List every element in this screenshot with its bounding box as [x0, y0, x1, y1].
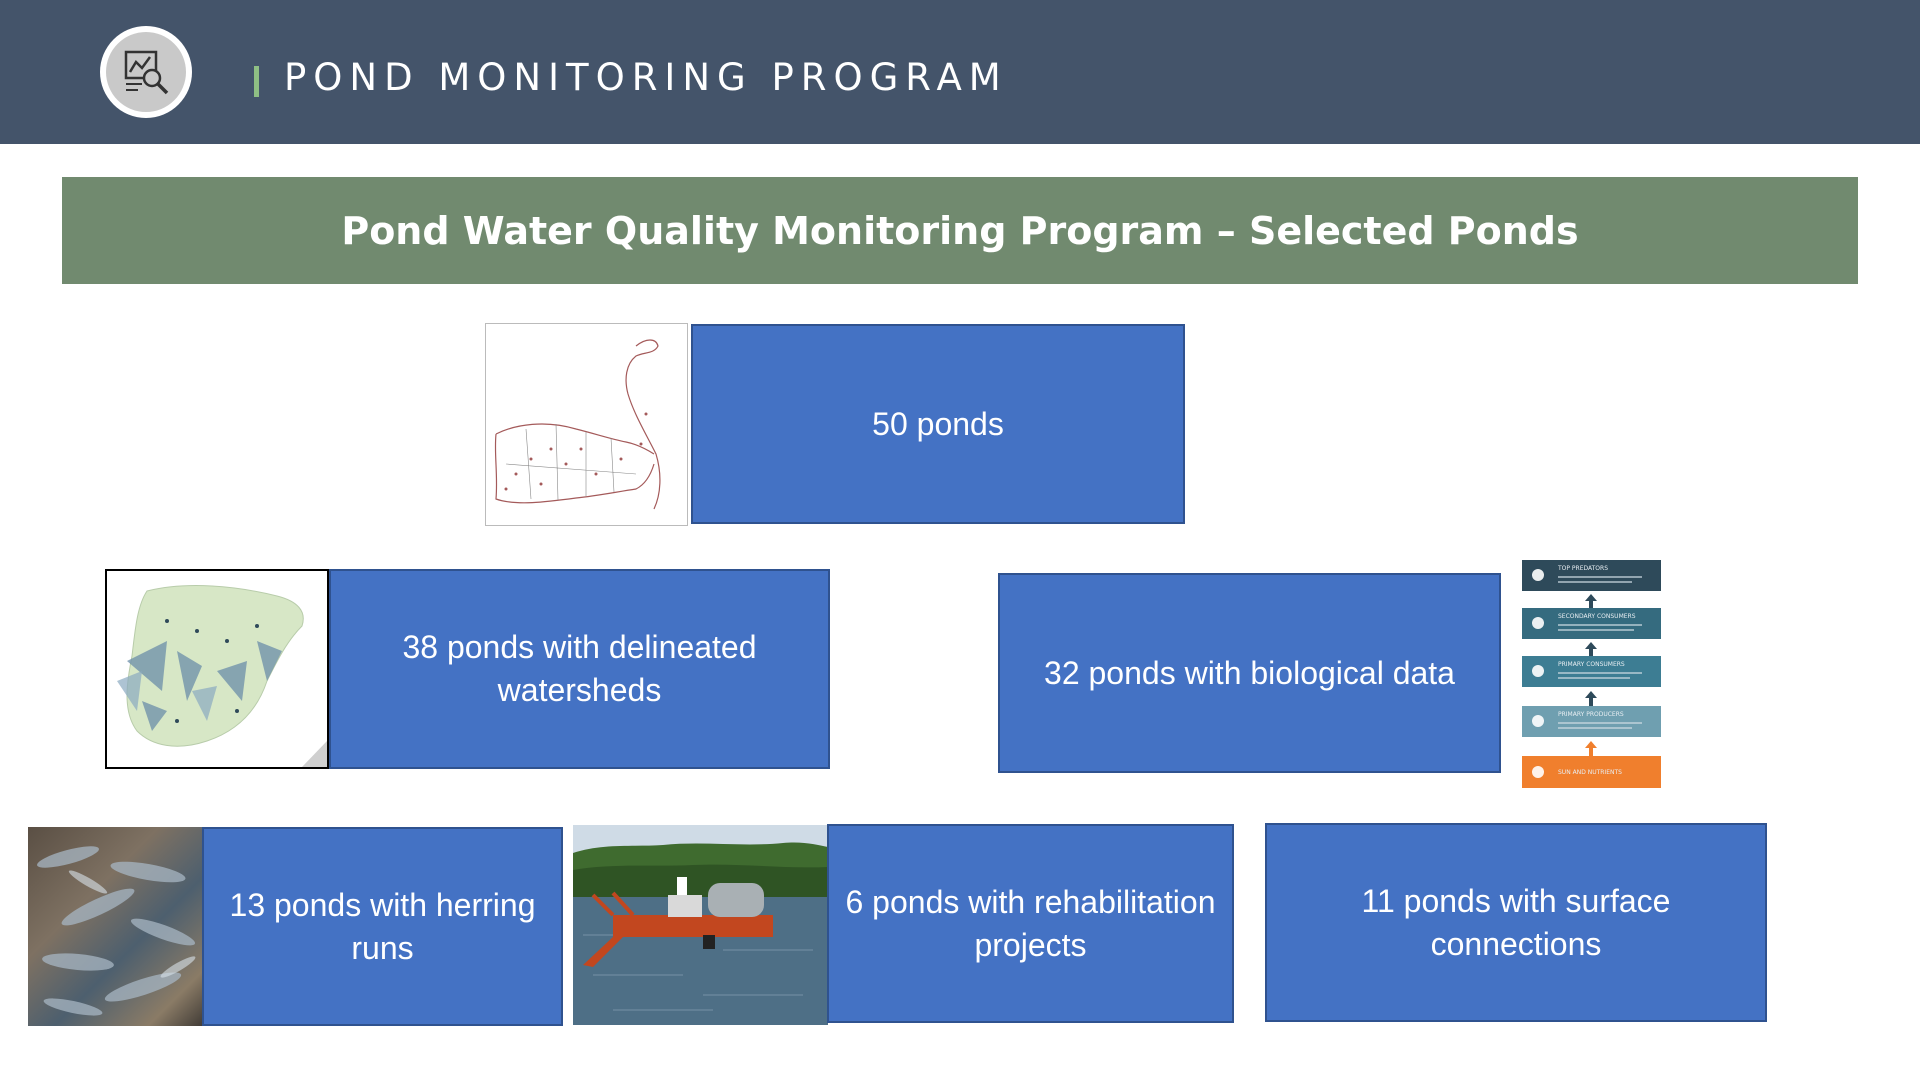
- food-web-level-label: SUN AND NUTRIENTS: [1558, 769, 1622, 776]
- herring-fish-photo: [28, 827, 204, 1026]
- logo: [100, 26, 192, 118]
- chart-magnifier-icon: [120, 46, 172, 98]
- watersheds-box: 38 ponds with delineated watersheds: [329, 569, 830, 769]
- herring-runs-box: 13 ponds with herring runs: [202, 827, 563, 1026]
- surface-connections-box: 11 ponds with surface connections: [1265, 823, 1767, 1022]
- total-ponds-box: 50 ponds: [691, 324, 1185, 524]
- food-web-level-label: PRIMARY CONSUMERS: [1558, 661, 1625, 668]
- rehabilitation-box: 6 ponds with rehabilitation projects: [827, 824, 1234, 1023]
- section-banner: [62, 177, 1858, 284]
- weed-harvester-boat-photo: [573, 825, 828, 1025]
- header-bar: [0, 0, 1920, 144]
- watershed-map: [105, 569, 329, 769]
- food-web-level-label: SECONDARY CONSUMERS: [1558, 613, 1636, 620]
- header-accent-bar: [254, 66, 259, 97]
- cape-cod-map: [485, 323, 688, 526]
- biological-data-box: 32 ponds with biological data: [998, 573, 1501, 773]
- page-title: POND MONITORING PROGRAM: [284, 56, 1008, 99]
- food-web-level-label: PRIMARY PRODUCERS: [1558, 711, 1624, 718]
- food-web-diagram: [1522, 560, 1661, 788]
- food-web-level-label: TOP PREDATORS: [1558, 565, 1609, 572]
- banner-title: Pond Water Quality Monitoring Program – Selected Ponds: [341, 208, 1579, 253]
